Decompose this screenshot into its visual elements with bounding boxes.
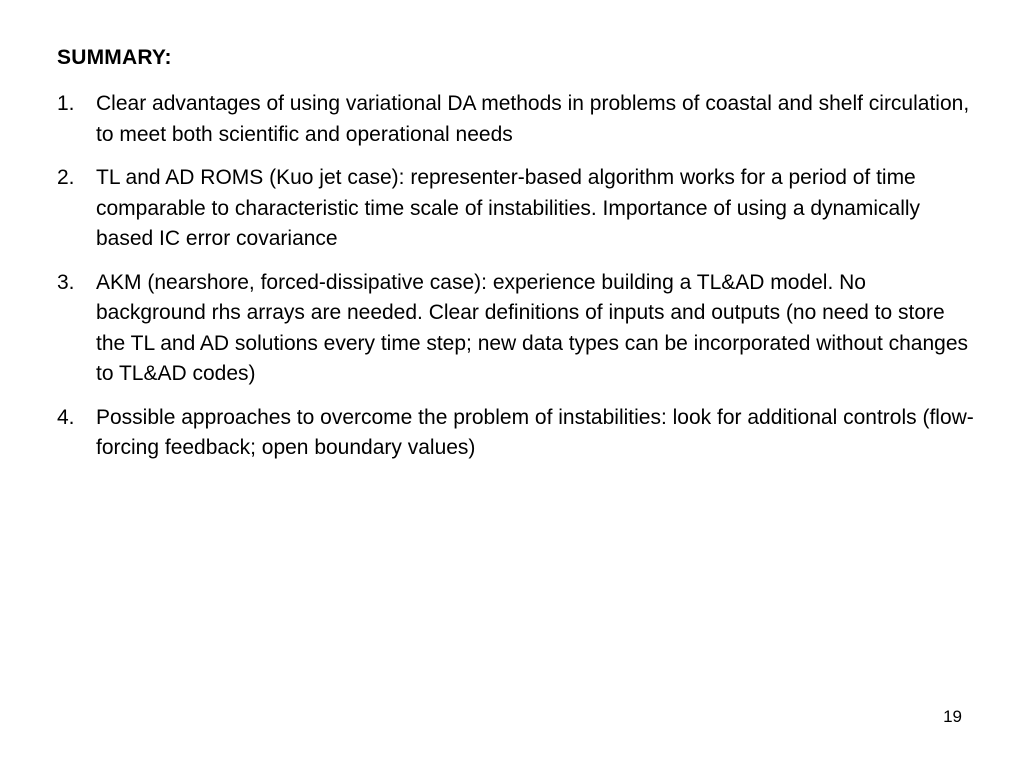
item-number: 4. bbox=[57, 405, 75, 429]
summary-list bbox=[57, 89, 977, 477]
item-text: AKM (nearshore, forced-dissipative case): experience building a TL&AD model. No background rhs arrays are needed. Clear definitions of inputs and outputs (no need to store the TL and AD solutions every time step; new data types can be incorporated without changes to TL&AD codes) bbox=[96, 270, 969, 385]
item-text: Possible approaches to overcome the problem of instabilities: look for additional controls (flow-forcing feedback; open boundary values) bbox=[96, 405, 974, 459]
list-item bbox=[57, 268, 977, 390]
item-text: Clear advantages of using variational DA methods in problems of coastal and shelf circulation, to meet both scientific and operational needs bbox=[96, 92, 970, 146]
item-number: 2. bbox=[57, 166, 75, 189]
item-number: 3. bbox=[57, 270, 75, 294]
page-number: 19 bbox=[943, 707, 962, 726]
list-item bbox=[57, 163, 977, 255]
item-number: 1. bbox=[57, 92, 75, 115]
list-item bbox=[57, 403, 977, 464]
summary-heading: SUMMARY: bbox=[57, 46, 172, 69]
item-text: TL and AD ROMS (Kuo jet case): representer-based algorithm works for a period of time comparable to characteristic time scale of instabilities. Importance of using a dynamically based IC error covariance bbox=[96, 166, 921, 250]
list-item bbox=[57, 89, 977, 150]
